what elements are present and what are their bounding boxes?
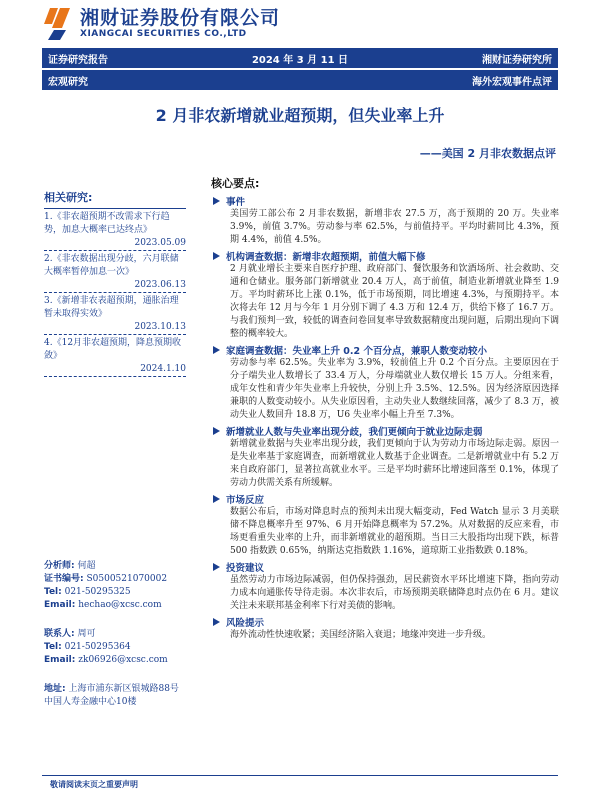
section-event — [207, 194, 559, 247]
contact-label: 联系人: — [44, 629, 75, 639]
section-market-reaction — [207, 492, 559, 558]
arrow-icon — [213, 563, 220, 571]
related-title[interactable]: 2.《非农数据出现分歧，六月联储大概率暂停加息一次》 — [44, 254, 179, 277]
related-date: 2023.05.09 — [44, 237, 186, 251]
contact-name: 周可 — [77, 629, 96, 639]
section-body: 2 月就业增长主要来自医疗护理、政府部门、餐饮服务和饮酒场所、社会救助、交通和仓储业。服务部门新增就业 20.4 万人，高于前值，制造业新增就业降至 1.9 万。平均时薪环比上涨 0.1%，低于市场预期，同比增速 4.3%，与预期持平。本次将去年 12 月与今年 1 月分别下调了 4.3 万和 12.4 万，供给下修了 16.7 万。与我们预判一致，较低的调查问卷回复率导致数据精度出现问题，后期出现向下调整的概率较大。 — [230, 264, 559, 339]
tel-label: Tel: — [44, 587, 62, 597]
company-name-en: XIANGCAI SECURITIES CO.,LTD — [80, 28, 247, 39]
analyst-tel: 021-50295325 — [64, 587, 131, 597]
analyst-name: 何超 — [77, 561, 96, 571]
section-household-survey — [207, 343, 559, 422]
related-title[interactable]: 1.《非农超预期不改需求下行趋势，加息大概率已达终点》 — [44, 212, 170, 235]
list-item[interactable] — [44, 337, 186, 377]
section-title: 事件 — [226, 197, 246, 208]
contact-email[interactable]: zk06926@xcsc.com — [78, 655, 168, 665]
list-item[interactable] — [44, 211, 186, 251]
section-title: 新增就业人数与失业率出现分歧，我们更倾向于就业边际走弱 — [226, 427, 483, 438]
section-establishment-survey — [207, 249, 559, 341]
tel-label: Tel: — [44, 642, 62, 652]
core-points — [207, 176, 559, 642]
section-body: 美国劳工部公布 2 月非农数据，新增非农 27.5 万，高于预期的 20 万。失业率 3.9%，前值 3.7%。劳动参与率 62.5%，与前值持平。平均时薪同比 4.3%，预期 4.4%，前值 4.5%。 — [230, 209, 559, 245]
arrow-icon — [213, 618, 220, 626]
report-subcategory: 海外宏观事件点评 — [472, 76, 552, 88]
contact-tel: 021-50295364 — [64, 642, 131, 652]
section-investment-advice — [207, 560, 559, 613]
report-category-bar — [42, 70, 558, 90]
company-name-cn: 湘财证券股份有限公司 — [80, 6, 281, 29]
address-line-2: 中国人寿金融中心10楼 — [44, 697, 137, 707]
footer-divider — [42, 775, 558, 776]
section-title: 投资建议 — [226, 563, 265, 574]
email-label: Email: — [44, 655, 76, 665]
company-logo — [44, 6, 280, 40]
related-date: 2023.06.13 — [44, 279, 186, 293]
section-body: 新增就业数据与失业率出现分歧，我们更倾向于认为劳动力市场边际走弱。原因一是失业率基于家庭调查，而新增就业人数基于企业调查。二是新增就业中有 5.2 万来自政府部门，显著拉高就业水平。三是平均时薪环比增速回落至 0.1%，体现了劳动力供需关系有所缓解。 — [230, 439, 559, 488]
section-divergence — [207, 424, 559, 490]
section-title: 家庭调查数据：失业率上升 0.2 个百分点，兼职人数变动较小 — [226, 346, 487, 357]
related-date: 2023.10.13 — [44, 321, 186, 335]
related-date: 2024.1.10 — [44, 363, 186, 377]
section-title: 风险提示 — [226, 618, 265, 629]
section-body: 海外流动性快速收紧；美国经济陷入衰退；地缘冲突进一步升级。 — [230, 630, 492, 640]
footer-disclaimer[interactable]: 敬请阅读末页之重要声明 — [50, 779, 138, 789]
cert-label: 证书编号: — [44, 574, 84, 584]
page-title: 2 月非农新增就业超预期，但失业率上升 — [155, 106, 445, 125]
research-category: 宏观研究 — [48, 76, 88, 88]
related-title[interactable]: 3.《新增非农表超预期，通胀治理暂未取得实效》 — [44, 296, 179, 319]
email-label: Email: — [44, 600, 76, 610]
arrow-icon — [213, 252, 220, 260]
related-research-heading: 相关研究: — [44, 189, 186, 209]
section-title: 机构调查数据：新增非农超预期，前值大幅下修 — [226, 252, 426, 263]
section-body: 虽然劳动力市场边际减弱，但仍保持强劲，居民薪资水平环比增速下降，指向劳动力成本向通胀传导待走弱。本次非农后，市场预期美联储降息时点仍在 6 月。建议关注未来联邦基金利率下行对美债的影响。 — [230, 575, 559, 611]
related-title[interactable]: 4.《12月非农超预期，降息预期收敛》 — [44, 338, 182, 361]
analyst-email[interactable]: hechao@xcsc.com — [78, 600, 162, 610]
list-item[interactable] — [44, 253, 186, 293]
address-label: 地址: — [44, 684, 66, 694]
section-body: 劳动参与率 62.5%。失业率为 3.9%，较前值上升 0.2 个百分点。主要原因在于分子端失业人数增长了 33.4 万人，分母端就业人数仅增长 15 万人。分组来看，成年女性和青少年失业率上升较快，分别上升 3.5%、12.5%。因为经济原因选择兼职的人数变动较小。从失业原因看，主动失业人数继续回落，减少了 8.3 万，被动失业人数回升 18.8 万，U6 失业率小幅上升至 7.3%。 — [230, 358, 559, 420]
address-line-1: 上海市浦东新区银城路88号 — [68, 684, 179, 694]
section-body: 数据公布后，市场对降息时点的预判未出现大幅变动，Fed Watch 显示 3 月美联储不降息概率升至 97%、6 月开始降息概率为 57.2%。从对数据的反应来看，市场更看重失业率的上升，而非新增就业的超预期。当日三大股指均出现下跌，标普 500 指数跌 0.65%，纳斯达克指数跌 1.16%，道琼斯工业指数跌 0.18%。 — [230, 507, 559, 556]
related-research-list — [44, 211, 186, 379]
report-info-bar — [42, 48, 558, 68]
section-risk-warning — [207, 615, 559, 642]
page-subtitle: ——美国 2 月非农数据点评 — [419, 147, 556, 160]
analyst-label: 分析师: — [44, 561, 75, 571]
company-logo-icon — [44, 6, 74, 40]
arrow-icon — [213, 495, 220, 503]
section-title: 市场反应 — [226, 495, 265, 506]
arrow-icon — [213, 197, 220, 205]
arrow-icon — [213, 427, 220, 435]
analyst-contacts — [44, 560, 194, 709]
report-date: 2024 年 3 月 11 日 — [251, 54, 349, 66]
core-points-heading: 核心要点: — [211, 177, 260, 190]
arrow-icon — [213, 346, 220, 354]
list-item[interactable] — [44, 295, 186, 335]
institute-name: 湘财证券研究所 — [482, 54, 552, 66]
cert-number: S0500521070002 — [86, 574, 168, 584]
report-type: 证券研究报告 — [48, 54, 108, 66]
